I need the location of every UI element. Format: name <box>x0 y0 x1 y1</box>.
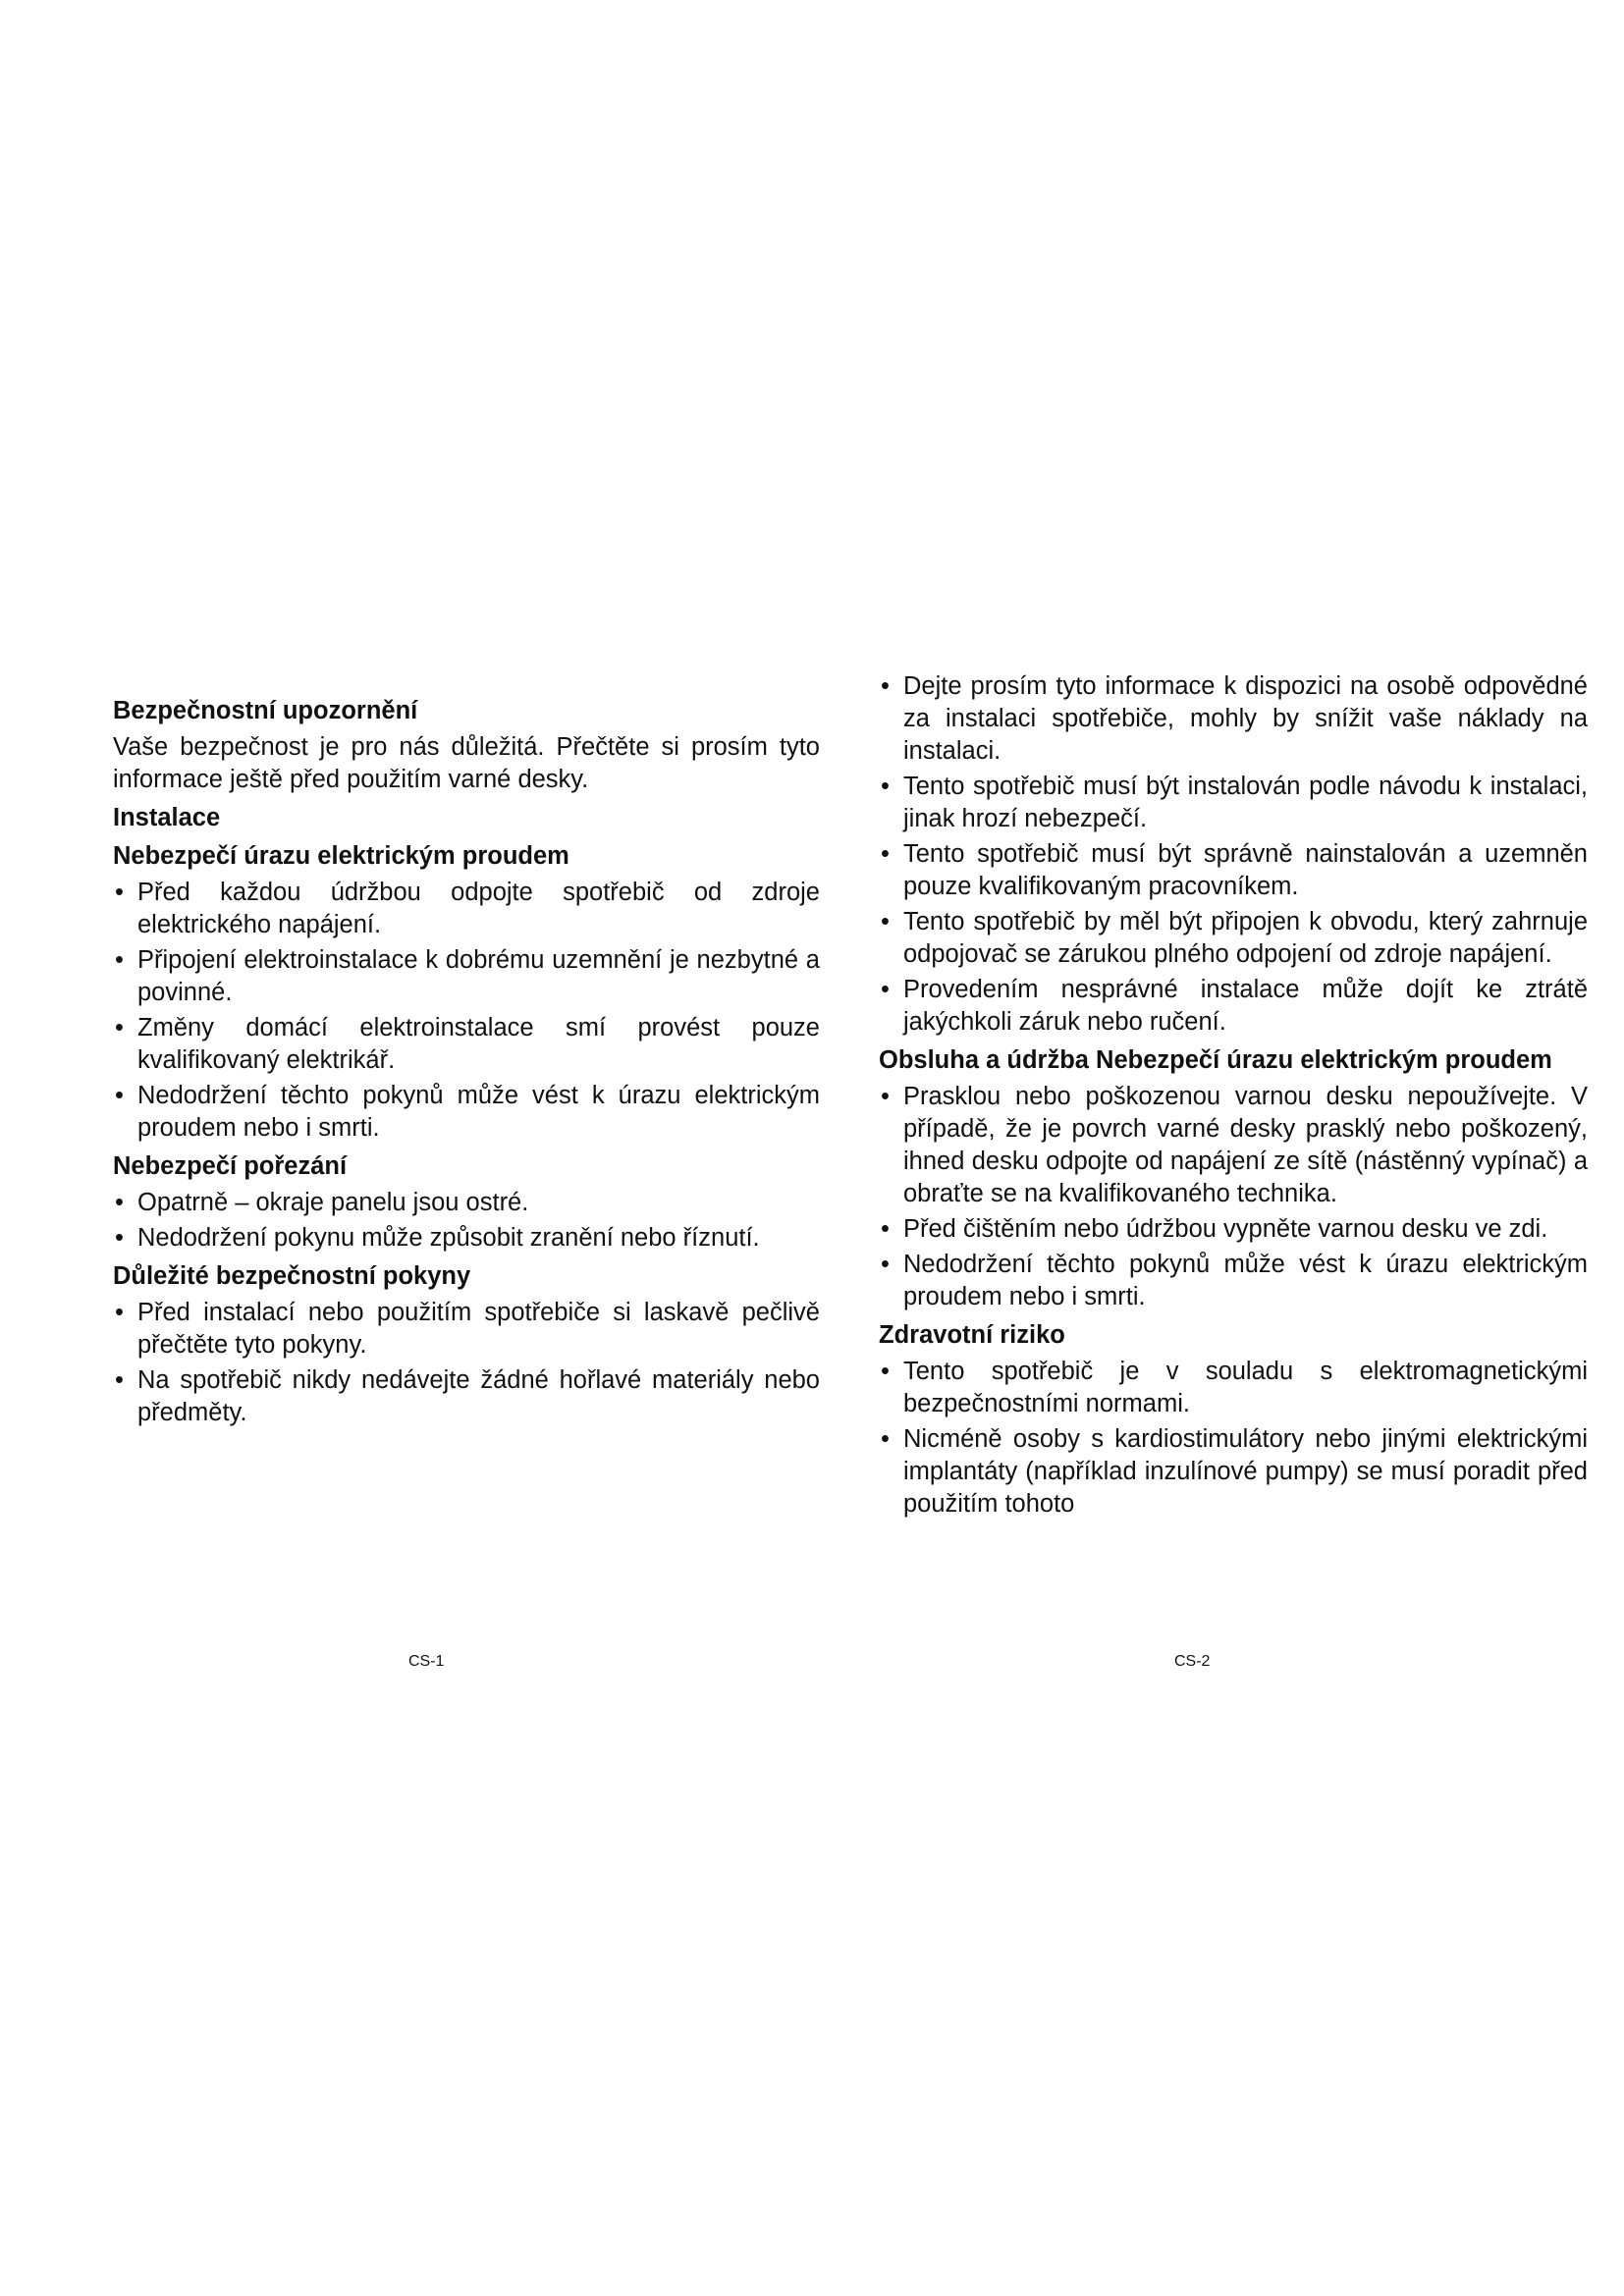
section-heading-important-instructions: Důležité bezpečnostní pokyny <box>113 1262 471 1290</box>
section-heading-operation-maintenance: Obsluha a údržba Nebezpečí úrazu elektrickým proudem <box>879 1046 1552 1074</box>
bullet-icon: • <box>881 1358 890 1385</box>
bullet-icon: • <box>115 1014 124 1041</box>
bullet-icon: • <box>881 773 890 800</box>
operation-maintenance-list <box>879 1081 1588 1313</box>
section-heading-installation: Instalace <box>113 804 221 831</box>
bullet-icon: • <box>115 1224 124 1252</box>
list-item: • Tento spotřebič musí být správně nainstalován a uzemněn pouze kvalifikovaným pracovníkem. <box>881 840 1588 900</box>
bullet-icon: • <box>881 672 890 700</box>
list-item: • Před čištěním nebo údržbou vypněte varnou desku ve zdi. <box>879 1213 1588 1246</box>
list-item: • Změny domácí elektroinstalace smí provést pouze kvalifikovaný elektrikář. <box>115 1014 820 1074</box>
installation-continued-list <box>879 670 1588 1039</box>
bullet-icon: • <box>881 1083 890 1110</box>
section-heading-cut-hazard: Nebezpečí pořezání <box>113 1152 348 1180</box>
page-number-left: CS-1 <box>408 1653 445 1670</box>
bullet-icon: • <box>115 946 124 974</box>
section-heading-safety-warnings: Bezpečnostní upozornění <box>113 697 418 724</box>
list-item: • Nedodržení pokynu může způsobit zranění nebo říznutí. <box>113 1222 820 1255</box>
bullet-icon: • <box>115 1189 124 1216</box>
list-item: • Tento spotřebič musí být instalován podle návodu k instalaci, jinak hrozí nebezpečí. <box>881 773 1588 832</box>
list-item: • Tento spotřebič by měl být připojen k obvodu, který zahrnuje odpojovač se zárukou plného odpojení od zdroje napájení. <box>881 908 1588 968</box>
list-item: • Opatrně – okraje panelu jsou ostré. <box>113 1187 820 1219</box>
health-risk-list <box>879 1356 1588 1521</box>
bullet-icon: • <box>115 879 124 906</box>
bullet-icon: • <box>881 1425 890 1453</box>
bullet-icon: • <box>881 840 890 868</box>
list-item: • Na spotřebič nikdy nedávejte žádné hořlavé materiály nebo předměty. <box>115 1366 820 1426</box>
list-item: • Připojení elektroinstalace k dobrému uzemnění je nezbytné a povinné. <box>115 946 820 1006</box>
left-page-column <box>113 0 820 1433</box>
list-item: • Před instalací nebo použitím spotřebiče si laskavě pečlivě přečtěte tyto pokyny. <box>115 1299 820 1359</box>
list-item: • Dejte prosím tyto informace k dispozici na osobě odpovědné za instalaci spotřebiče, mohly by snížit vaše náklady na instalaci. <box>881 672 1588 765</box>
section-heading-electric-shock: Nebezpečí úrazu elektrickým proudem <box>113 842 569 870</box>
page-number-right: CS-2 <box>1174 1653 1211 1670</box>
electric-shock-list <box>113 877 820 1145</box>
list-item: • Tento spotřebič je v souladu s elektromagnetickými bezpečnostními normami. <box>881 1358 1588 1417</box>
list-item: • Provedením nesprávné instalace může dojít ke ztrátě jakýchkoli záruk nebo ručení. <box>881 976 1588 1036</box>
bullet-icon: • <box>881 908 890 935</box>
list-item: • Před každou údržbou odpojte spotřebič od zdroje elektrického napájení. <box>115 879 820 938</box>
list-item: • Nicméně osoby s kardiostimulátory nebo jinými elektrickými implantáty (například inzulínové pumpy) se musí poradit před použitím tohoto <box>881 1425 1588 1518</box>
intro-paragraph: Vaše bezpečnost je pro nás důležitá. Přečtěte si prosím tyto informace ještě před použitím varné desky. <box>113 733 820 793</box>
bullet-icon: • <box>115 1366 124 1394</box>
list-item: • Nedodržení těchto pokynů může vést k úrazu elektrickým proudem nebo i smrti. <box>881 1251 1588 1310</box>
right-page-column <box>879 0 1588 1524</box>
bullet-icon: • <box>881 1251 890 1278</box>
list-item: • Prasklou nebo poškozenou varnou desku nepoužívejte. V případě, že je povrch varné desky prasklý nebo poškozený, ihned desku odpojte od napájení ze sítě (nástěnný vypínač) a obraťte se na kvalifikovaného technika. <box>881 1083 1588 1207</box>
bullet-icon: • <box>881 1215 890 1243</box>
important-instructions-list <box>113 1297 820 1429</box>
cut-hazard-list <box>113 1187 820 1255</box>
bullet-icon: • <box>115 1082 124 1109</box>
bullet-icon: • <box>115 1299 124 1326</box>
bullet-icon: • <box>881 976 890 1003</box>
list-item: • Nedodržení těchto pokynů může vést k úrazu elektrickým proudem nebo i smrti. <box>115 1082 820 1142</box>
section-heading-health-risk: Zdravotní riziko <box>879 1321 1065 1349</box>
